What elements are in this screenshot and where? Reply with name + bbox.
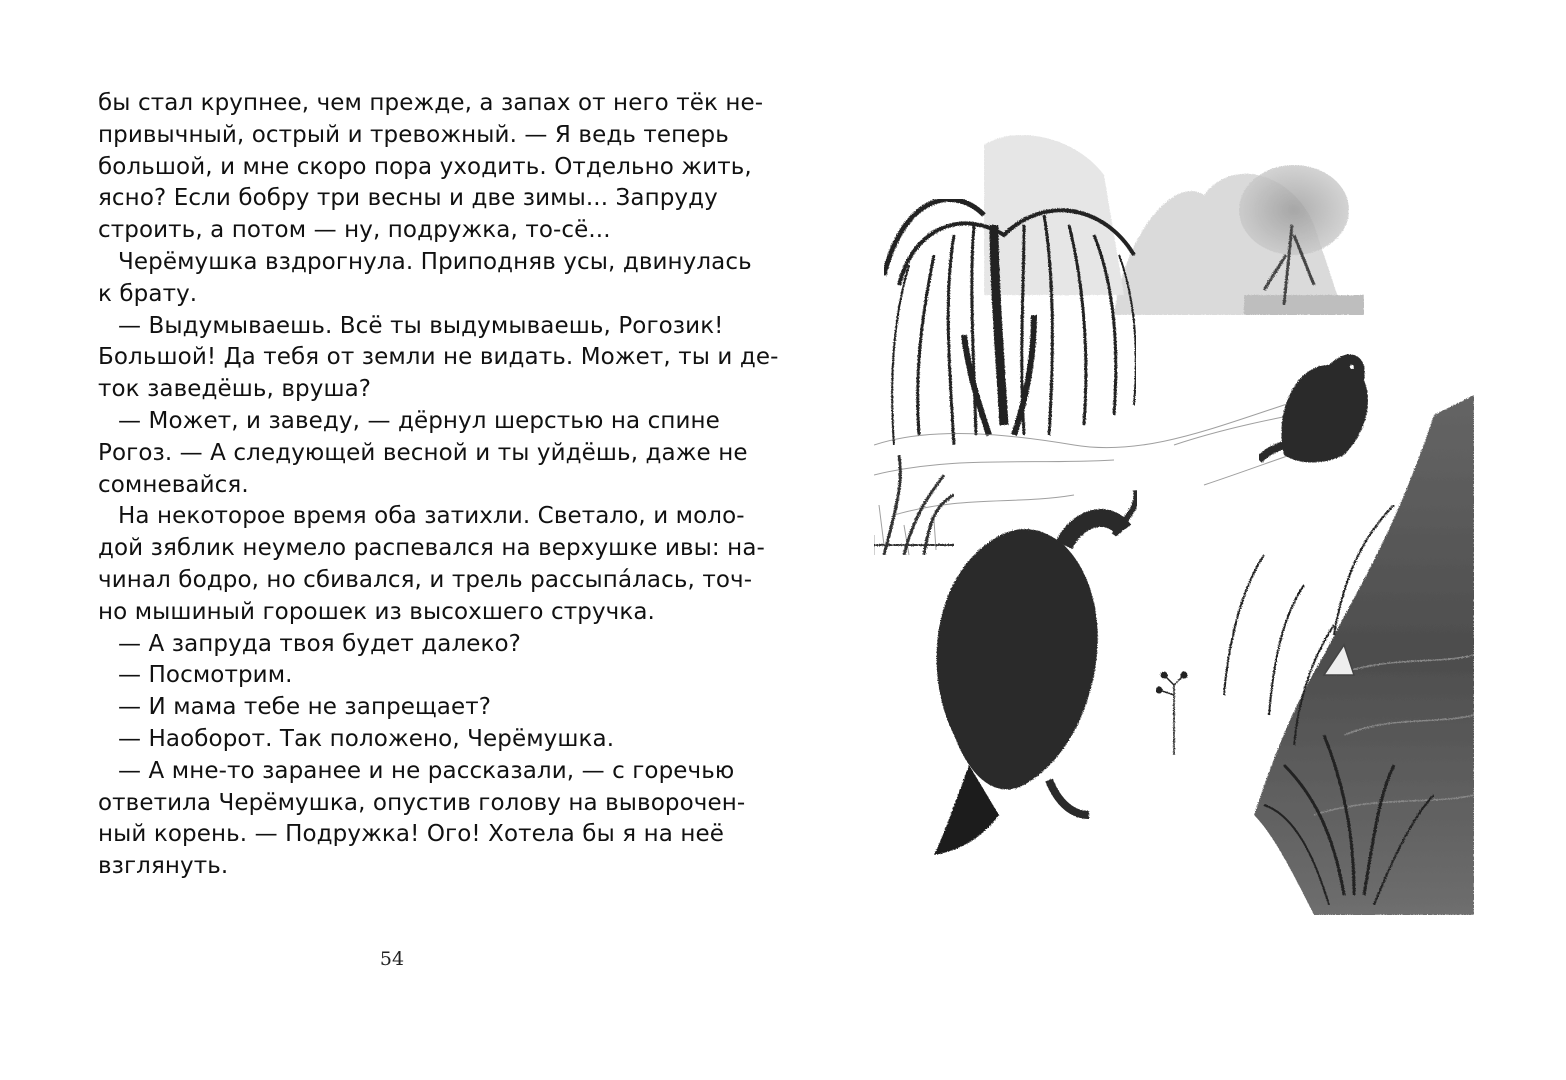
text-line: строить, а потом — ну, подружка, то-сё... — [98, 217, 611, 244]
text-line: привычный, острый и тревожный. — Я ведь теперь — [98, 121, 729, 148]
text-line: — Посмотрим. — [118, 662, 293, 689]
text-line: ток заведёшь, вруша? — [98, 376, 372, 403]
text-line: чинал бодро, но сбивался, и трель рассыпáлась, точ- — [98, 566, 753, 593]
large-beaver — [934, 490, 1137, 855]
text-line: ный корень. — Подружка! Ого! Хотела бы я на неё — [98, 821, 724, 848]
text-line: большой, и мне скоро пора уходить. Отдельно жить, — [98, 153, 752, 180]
text-line: — А запруда твоя будет далеко? — [118, 630, 521, 657]
text-line: — Может, и заведу, — дёрнул шерстью на спине — [118, 407, 720, 434]
stream — [1254, 395, 1474, 915]
text-line: Большой! Да тебя от земли не видать. Может, ты и де- — [98, 344, 779, 371]
left-shrubs — [874, 455, 954, 555]
text-line: — А мне-то заранее и не рассказали, — с горечью — [118, 757, 735, 784]
text-line: — Выдумываешь. Всё ты выдумываешь, Рогозик! — [118, 312, 724, 339]
text-line: ответила Черёмушка, опустив голову на выворочен- — [98, 789, 746, 816]
text-line: Черёмушка вздрогнула. Приподняв усы, двинулась — [118, 248, 752, 275]
text-line: На некоторое время оба затихли. Светало, и моло- — [118, 503, 745, 530]
small-beaver — [1259, 354, 1368, 462]
text-line: но мышиный горошек из высохшего стручка. — [98, 598, 655, 625]
text-line: бы стал крупнее, чем прежде, а запах от него тёк не- — [98, 90, 764, 116]
story-text — [98, 88, 779, 883]
page-number: 54 — [379, 948, 405, 970]
text-line: дой зяблик неумело распевался на верхушке ивы: на- — [98, 535, 765, 562]
text-line: к брату. — [98, 280, 198, 307]
text-line: ясно? Если бобру три весны и две зимы... Запруду — [98, 185, 718, 212]
beaver-riverbank-illustration — [874, 115, 1476, 915]
text-line: взглянуть. — [98, 853, 229, 880]
text-line: сомневайся. — [98, 471, 249, 498]
text-line: — Наоборот. Так положено, Черёмушка. — [118, 725, 615, 752]
text-line: — И мама тебе не запрещает? — [118, 694, 492, 721]
text-line: Рогоз. — А следующей весной и ты уйдёшь, даже не — [98, 439, 748, 466]
